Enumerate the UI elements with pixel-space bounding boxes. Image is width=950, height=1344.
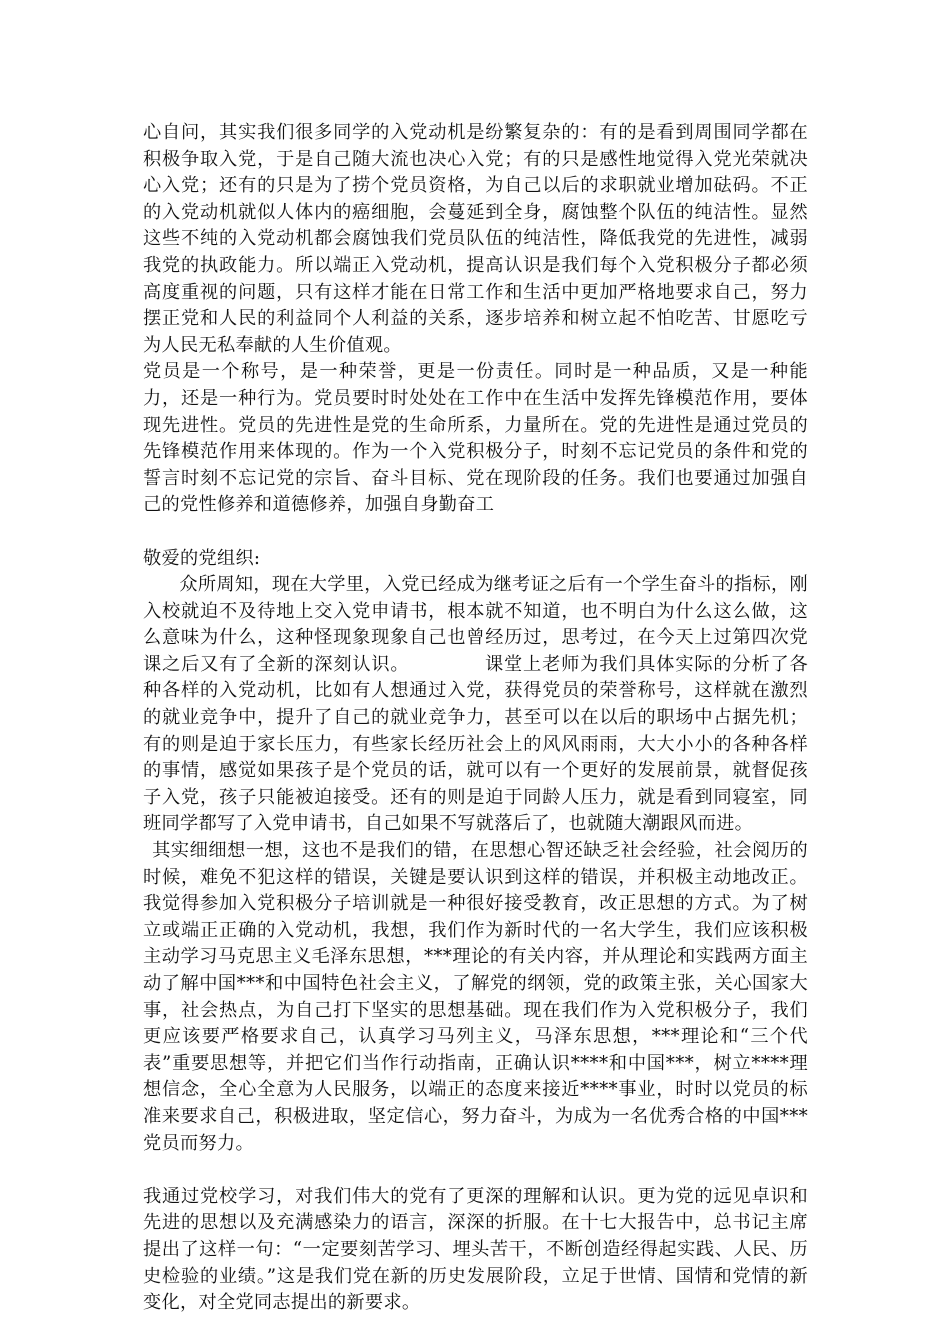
paragraph-university	[143, 572, 808, 838]
document-body	[143, 120, 808, 1317]
paragraph-university-text: 众所周知，现在大学里，入党已经成为继考证之后有一个学生奋斗的指标，刚入校就迫不及待地上交入党申请书，根本就不知道，也不明白为什么这么做，这么意味为什么，这种怪现象现象自己也曾经历过，思考过，在今天上过第四次党课之后又有了全新的深刻认识。	[143, 574, 808, 675]
paragraph-gap	[143, 519, 808, 546]
letter-salutation: 敬爱的党组织:	[143, 547, 261, 569]
paragraph-classroom-text: 课堂上老师为我们具体实际的分析了各种各样的入党动机，比如有人想通过入党，获得党员的荣誉称号，这样就在激烈的就业竞争中，提升了自己的就业竞争力，甚至可以在以后的职场中占据先机；有的则是迫于家长压力，有些家长经历社会上的风风雨雨，大大小小的各种各样的事情，感觉如果孩子是个党员的话，就可以有一个更好的发展前景，就督促孩子入党，孩子只能被迫接受。还有的则是迫于同龄人压力，就是看到同寝室，同班同学都写了入党申请书，自己如果不写就落后了，也就随大潮跟风而进。	[143, 653, 808, 835]
paragraph-reflection: 其实细细想一想，这也不是我们的错，在思想心智还缺乏社会经验，社会阅历的时候，难免不犯这样的错误，关键是要认识到这样的错误，并积极主动地改正。我觉得参加入党积极分子培训就是一种很好接受教育，改正思想的方式。为了树立或端正正确的入党动机，我想，我们作为新时代的一名大学生，我们应该积极主动学习马克思主义毛泽东思想，***理论的有关内容，并从理论和实践两方面主动了解中国***和中国特色社会主义，了解党的纲领，党的政策主张，关心国家大事，社会热点，为自己打下坚实的思想基础。现在我们作为入党积极分子，我们更应该要严格要求自己，认真学习马列主义，马泽东思想，***理论和“三个代表”重要思想等，并把它们当作行动指南，正确认识****和中国***，树立****理想信念，全心全意为人民服务，以端正的态度来接近****事业，时时以党员的标准来要求自己，积极进取，坚定信心，努力奋斗，为成为一名优秀合格的中国***党员而努力。	[143, 840, 808, 1154]
paragraph-party-member: 党员是一个称号，是一种荣誉，更是一份责任。同时是一种品质，又是一种能力，还是一种行为。党员要时时处处在工作中在生活中发挥先锋模范作用，要体现先进性。党员的先进性是党的生命所系，力量所在。党的先进性是通过党员的先锋模范作用来体现的。作为一个入党积极分子，时刻不忘记党员的条件和党的誓言时刻不忘记党的宗旨、奋斗目标、党在现阶段的任务。我们也要通过加强自己的党性修养和道德修养，加强自身勤奋工	[143, 361, 808, 516]
paragraph-gap	[143, 1157, 808, 1184]
paragraph-motives: 心自问，其实我们很多同学的入党动机是纷繁复杂的：有的是看到周围同学都在积极争取入党，于是自己随大流也决心入党；有的只是感性地觉得入党光荣就决心入党；还有的只是为了捞个党员资格，为自己以后的求职就业增加砝码。不正的入党动机就似人体内的癌细胞，会蔓延到全身，腐蚀整个队伍的纯洁性。显然这些不纯的入党动机都会腐蚀我们党员队伍的纯洁性，降低我党的先进性，减弱我党的执政能力。所以端正入党动机，提高认识是我们每个入党积极分子都必须高度重视的问题，只有这样才能在日常工作和生活中更加严格地要求自己，努力摆正党和人民的利益同个人利益的关系，逐步培养和树立起不怕吃苦、甘愿吃亏为人民无私奉献的人生价值观。	[143, 122, 808, 356]
paragraph-party-school: 我通过党校学习，对我们伟大的党有了更深的理解和认识。更为党的远见卓识和先进的思想以及充满感染力的语言，深深的折服。在十七大报告中，总书记主席提出了这样一句：“一定要刻苦学习、埋头苦干，不断创造经得起实践、人民、历史检验的业绩。”这是我们党在新的历史发展阶段，立足于世情、国情和党情的新变化，对全党同志提出的新要求。	[143, 1185, 808, 1314]
